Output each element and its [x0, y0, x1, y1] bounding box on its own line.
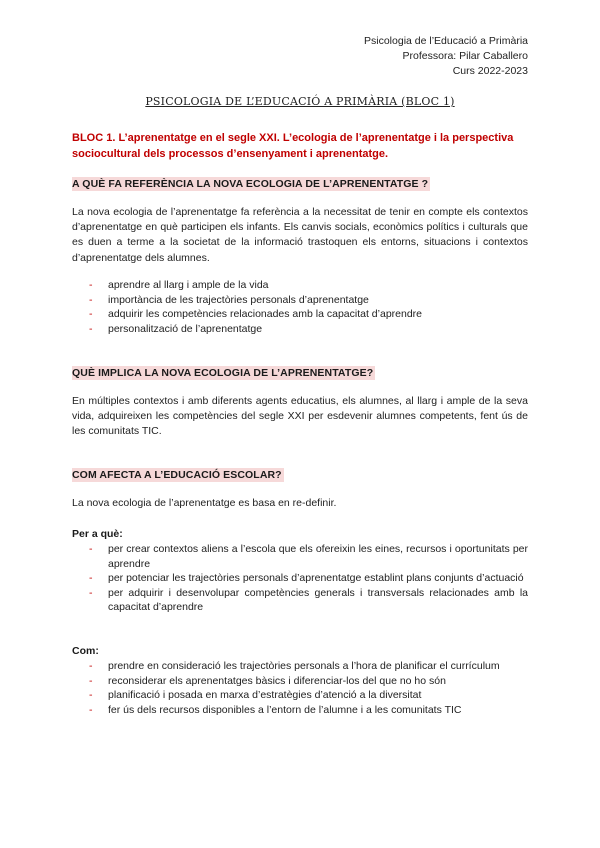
section-3-paragraph: La nova ecologia de l’aprenentatge es basa en re-definir.: [72, 497, 337, 509]
bullet-dash: -: [89, 322, 93, 335]
section-heading-2-text: QUÈ IMPLICA LA NOVA ECOLOGIA DE L’APRENENTATGE?: [72, 367, 374, 379]
header-professor: Professora: Pilar Caballero: [402, 50, 528, 62]
header-year: Curs 2022-2023: [452, 65, 528, 77]
list-item: - reconsiderar els aprenentatges bàsics i diferenciar-los del que no ho són: [89, 674, 446, 687]
list-item: - per adquirir i desenvolupar competències generals i transversals relacionades amb la capacitat d’aprendre: [89, 586, 528, 613]
list-item: - aprendre al llarg i ample de la vida: [89, 279, 269, 291]
bullet-dash: -: [89, 543, 93, 555]
bullet-dash: -: [89, 703, 93, 716]
section-heading-3: [72, 469, 284, 481]
list-item: - planificació i posada en marxa d’estratègies d’atenció a la diversitat: [89, 689, 422, 701]
section-heading-3-text: COM AFECTA A L’EDUCACIÓ ESCOLAR?: [72, 469, 282, 481]
section-heading-2: [72, 367, 375, 379]
header-course: Psicologia de l’Educació a Primària: [364, 35, 528, 47]
com-label: Com:: [72, 645, 99, 657]
list-item: - prendre en consideració les trajectòries personals a l’hora de planificar el currículum: [89, 660, 500, 672]
section-1-paragraph: La nova ecologia de l’aprenentatge fa referència a la necessitat de tenir en compte els contextos d’aprenentatge en què participen els infants. Els canvis socials, econòmics polítics i culturals que es duen a terme a la societat de la informació trastoquen els entorns, situacions i contextos d’aprenentatge dels alumnes.: [72, 206, 528, 264]
list-item: - per potenciar les trajectòries personals d’aprenentatge establint plans conjunts d’actuació: [89, 572, 524, 584]
section-heading-1-text: A QUÈ FA REFERÈNCIA LA NOVA ECOLOGIA DE L’APRENENTATGE ?: [72, 178, 429, 190]
per-a-que-label: Per a què:: [72, 528, 123, 540]
page-header: [364, 34, 528, 79]
per-a-que-list: [72, 542, 528, 615]
bloc-heading: BLOC 1. L’aprenentatge en el segle XXI. L’ecologia de l’aprenentatge i la perspectiva sociocultural dels processos d’ensenyament i aprenentatge.: [72, 132, 514, 160]
list-item: - importància de les trajectòries personals d’aprenentatge: [89, 293, 369, 306]
section-heading-1: [72, 178, 430, 190]
bullet-dash: -: [89, 572, 93, 584]
bullet-dash: -: [89, 293, 93, 306]
bullet-dash: -: [89, 586, 93, 599]
list-item: - fer ús dels recursos disponibles a l’entorn de l’alumne i a les comunitats TIC: [89, 703, 462, 716]
bullet-dash: -: [89, 689, 93, 701]
bullet-dash: -: [89, 660, 93, 672]
list-item: - per crear contextos aliens a l’escola que els ofereixin les eines, recursos i oportunitats per aprendre: [89, 543, 528, 570]
com-list: [72, 659, 528, 717]
bullet-dash: -: [89, 674, 93, 687]
document-title: PSICOLOGIA DE L’EDUCACIÓ A PRIMÀRIA (BLOC 1): [145, 95, 455, 108]
list-item: - personalització de l’aprenentatge: [89, 322, 263, 335]
section-2-paragraph: En múltiples contextos i amb diferents agents educatius, els alumnes, al llarg i ample de la seva vida, adquireixen les competències del segle XXI per esdevenir alumnes competents, fent ús de les comunitats TIC.: [72, 395, 528, 438]
section-1-list: [72, 278, 528, 336]
bullet-dash: -: [89, 308, 93, 320]
list-item: - adquirir les competències relacionades amb la capacitat d’aprendre: [89, 308, 423, 320]
bullet-dash: -: [89, 279, 93, 291]
